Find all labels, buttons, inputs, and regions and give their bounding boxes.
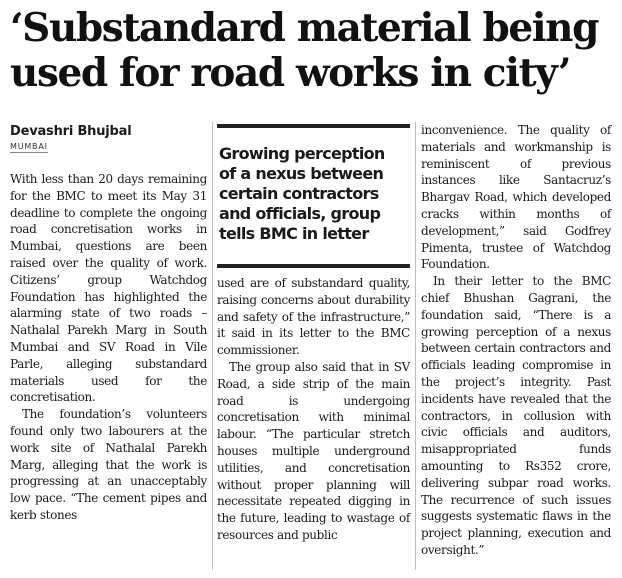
col2-paragraph-1: used are of substandard quality, raising concerns about durability and safety of the infrastructure,” it said in its letter to the BMC commissioner. — [217, 276, 410, 358]
headline-line-1: ‘Substandard material being — [10, 5, 599, 51]
col1-paragraph-1: With less than 20 days remaining for the BMC to meet its May 31 deadline to complete the ongoing road concretisation works in Mumbai, questions are been raised over the quality of work. Citizens’ group Watchdog Foundation has highlighted the alarming state of two roads – Nathalal Parekh Marg in South Mumbai and SV Road in Vile Parle, alleging substandard materials used for the concretisation. — [10, 172, 207, 405]
col2-paragraph-2: The group also said that in SV Road, a side strip of the main road is undergoing concretisation with minimal labour. “The particular stretch houses multiple underground utilities, and concretisation without proper planning will necessitate repeated digging in the future, leading to wastage of resources and public — [217, 359, 410, 542]
pullquote-line-2: of a nexus between — [219, 164, 384, 183]
dateline: MUMBAI — [10, 142, 48, 151]
article-column-3 — [421, 122, 611, 559]
article-column-2 — [217, 275, 410, 544]
headline — [10, 6, 616, 96]
pullquote-line-5: tells BMC in letter — [219, 224, 369, 243]
col3-paragraph-2: In their letter to the BMC chief Bhushan Gagrani, the foundation said, “There is a growing perception of a nexus between certain contractors and officials leading compromise in the project’s integrity. Past incidents have revealed that the contractors, in collusion with civic officials and auditors, misappropriated funds amounting to Rs352 crore, delivering subpar road works. The recurrence of such issues suggests systematic flaws in the project planning, execution and oversight.” — [421, 274, 611, 557]
pull-quote — [217, 124, 410, 268]
col1-paragraph-2: The foundation’s volunteers found only two labourers at the work site of Nathalal Parekh Marg, alleging that the work is progressing at an unacceptably low pace. “The cement pipes and kerb stones — [10, 407, 207, 522]
column-divider-2 — [415, 122, 416, 570]
pullquote-line-4: and officials, group — [219, 204, 381, 223]
headline-line-2: used for road works in city’ — [10, 50, 571, 96]
col3-paragraph-1: inconvenience. The quality of materials and workmanship is reminiscent of previous instances like Santacruz’s Bhargav Road, which developed cracks within months of development,” said Godfrey Pimenta, trustee of Watchdog Foundation. — [421, 123, 611, 272]
column-divider-1 — [212, 122, 213, 570]
byline-author: Devashri Bhujbal — [10, 124, 132, 139]
pullquote-line-1: Growing perception — [219, 144, 385, 163]
article-column-1 — [10, 171, 207, 524]
pullquote-line-3: certain contractors — [219, 184, 379, 203]
